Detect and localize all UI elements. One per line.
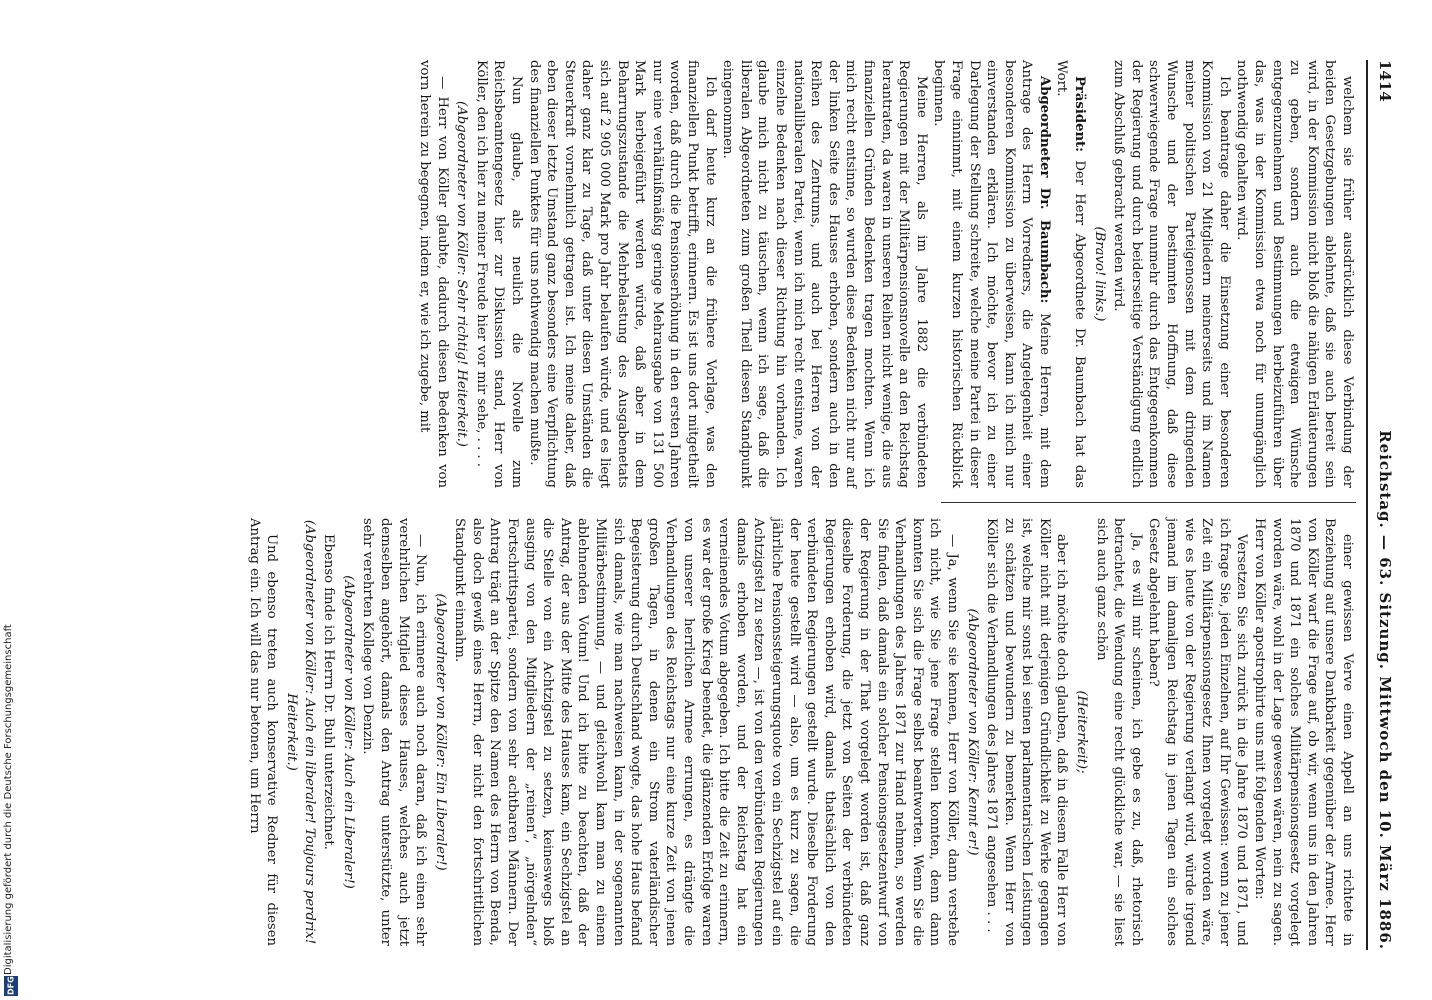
speaker-name: Präsident:	[1072, 76, 1088, 153]
paragraph: Nun glaube, als neulich die Novelle zum Reichsbeamtengesetz hier zur Diskussion stand, Herr von Köller, den ich hier zu meiner Freude hier vor mir sehe, . . . .	[473, 60, 525, 488]
digitization-sidebar	[3, 0, 19, 1000]
page-header	[1366, 60, 1400, 950]
paragraph: — Nun, ich erinnere auch noch daran, daß ich einen sehr verehrlichen Mitglied dieses Hauses, welches auch jetzt demselben angehört, damals den Antrag unterstützte, unter sehr verehrten Kollege von Denzin.	[360, 518, 429, 946]
paragraph: Ich beantrage daher die Einsetzung einer besonderen Kommission von 21 Mitgliedern meinerseits und im Namen meiner politischen Parteigenossen mit dem dringenden Wunsche und der bestimmten Hoffnung, daß diese schwerwiegende Frage nunmehr durch das Entgegenkommen der Regierung und durch beiderseitige Verständigung endlich zum Abschluß gebracht werden wird.	[1111, 60, 1232, 488]
paragraph: Ich darf heute kurz an die frühere Vorlage, was den finanziellen Punkt betrifft, erinnern. Es ist uns dort mitgetheilt worden, daß durch die Pensionserhöhung in den ersten Jahren nur eine verhältnißmäßig geringe Mehrausgabe von 131 500 Mark herbeigeführt werden würde, daß aber in dem Beharrungszustande die Mehrbelastung des Ausgabenetats sich auf 2 905 000 Mark pro Jahr belaufen würde, und es liegt daher ganz klar zu Tage, daß unter diesen Umständen die Steuerkraft vornehmlich getragen ist. Ich meine daher, daß eben dieser letzte Umstand ganz besonders eine Verpflichtung des finanziellen Punktes für uns nothwendig machen mußte.	[526, 60, 718, 488]
paragraph: einer gewissen Verve einen Appell an uns richtete in Beziehung auf unsere Dankbarkeit gegenüber der Armee. Herr von Köller warf die Frage auf, ob wir, wenn uns in den Jahren 1870 und 1871 ein solches Militärpensionsgesetz vorgelegt worden wäre, wohl in der Lage gewesen wären, nein zu sagen. Herr von Köller apostrophirte uns mit folgenden Worten:	[1252, 518, 1355, 946]
paragraph: Meine Herren, als im Jahre 1882 die verbündeten Regierungen mit der Militärpensionsnovelle an den Reichstag herantraten, da waren in unseren Reihen nicht wenige, die aus finanziellen Gründen Bedenken tragen mochten. Wenn ich mich recht entsinne, so wurden diese Bedenken nicht nur auf der linken Seite des Hauses erhoben, sondern auch in den Reihen des Zentrums, und auch bei Herren von der nationalliberalen Partei, wenn ich mich recht entsinne, waren einzelne Bedenken nach dieser Richtung hin vorhanden. Ich glaube mich nicht zu täuschen, wenn ich sage, daß die liberalen Abgeordneten zum großen Theil diesen Standpunkt eingenommen.	[720, 60, 929, 488]
paragraph: Und ebenso treten auch konservative Redner für diesen Antrag ein. Ich will das nur betonen, um Herrn	[246, 518, 280, 946]
interjection: (Abgeordneter von Köller: Auch ein liberaler! Toujours perdrix! Heiterkeit.)	[283, 519, 317, 945]
paragraph: Ja, es will mir scheinen, ich gebe es zu, daß, rhetorisch betrachtet, die Wendung eine recht glückliche war, — sie liest sich auch ganz schön	[1093, 518, 1144, 946]
interjection: (Heiterkeit);	[1074, 690, 1090, 774]
right-column	[245, 518, 1356, 946]
running-title: Reichstag. — 63. Sitzung. Mittwoch den 10. März 1886.	[1376, 430, 1394, 950]
column-divider	[941, 502, 1356, 503]
page-number: 1414	[1376, 60, 1394, 102]
speaker-paragraph	[1053, 60, 1088, 488]
interjection: (Abgeordneter von Köller: Auch ein Liberaler!)	[340, 575, 356, 889]
digitization-note: Digitalisierung gefördert durch die Deutsche Forschungsgemeinschaft	[3, 624, 14, 975]
speech-text: Meine Herren, mit dem Antrage des Herrn Vorredners, die Angelegenheit einer besonderen Kommission zu überweisen, kann ich mich nur einverstanden erklären. Ich möchte, bevor ich zu einer Darlegung der Stellung schreite, welche meine Partei in dieser Frage einnimmt, mit einem kurzen historischen Rückblick beginnen.	[931, 60, 1052, 488]
speaker-name: Abgeordneter Dr. Baumbach:	[1036, 76, 1052, 304]
speech-text: Der Herr Abgeordnete Dr. Baumbach hat das Wort.	[1054, 60, 1088, 488]
rotated-page-content	[90, 60, 1400, 950]
interjection: (Bravo! links.)	[1091, 226, 1107, 322]
left-column	[416, 60, 1356, 488]
speaker-paragraph	[930, 60, 1053, 488]
paragraph: Versetzen Sie sich zurück in die Jahre 1870 und 1871, und ich frage Sie, jeden Einzelnen, auf Ihr Gewissen: wenn zu jener Zeit ein Militärpensionsgesetz Ihnen vorgelegt worden wäre, wie es heute von der Regierung verlangt wird, würde irgend jemand im damaligen Reichstag in jenen Tagen ein solches Gesetz abgelehnt haben?	[1146, 518, 1250, 946]
paragraph: — Ja, wenn Sie sie kennen, Herr von Köller, dann verstehe ich nicht, wie Sie jene Frage stellen konnten, denn dann konnten Sie sich die Frage selbst beantworten. Wenn Sie die Verhandlungen des Jahres 1871 zur Hand nehmen, so werden Sie finden, daß damals ein solcher Pensionsgesetzentwurf von der Regierung in der That vorgelegt worden ist, daß ganz dieselbe Forderung, die jetzt von Seiten der verbündeten Regierungen erhoben wird, damals thatsächlich von den verbündeten Regierungen gestellt wurde. Dieselbe Forderung der heute gestellt wird — also, um es kurz zu sagen, die jährliche Pensionssteigerungsquote von ein Sechzigstel auf ein Achtzigstel zu setzen —, ist von den verbündeten Regierungen damals erhoben worden, und der Reichstag hat ein verneinendes Votum abgegeben. Ich bitte die Zeit zu erinnern, es war der große Krieg beendet, die glänzenden Erfolge waren von unserer herrlichen Armee errungen, es drängte die Verhandlungen des Reichstags nur eine kurze Zeit von jenen großen Tagen, in denen ein Strom vaterländischer Begeisterung durch Deutschland wogte, das hohe Haus befand sich damals, wie man nachweisen kann, in der sogenannten Militärbestimmung, — und gleichwohl kam man zu einem ablehnenden Votum! Und ich bitte zu beachten, daß der Antrag, der aus der Mitte des Hauses kam, ein Sechzigstel an die Stelle von ein Achtzigstel zu setzen, keineswegs bloß ausging von den Mitgliedern der „reinen“, „nörgelnden“ Fortschrittspartei, sondern von sehr achtbaren Männern. Der Antrag trägt an der Spitze den Namen des Herrn von Benda, also doch gewiß eines Herrn, der nicht den fortschrittlichen Standpunkt einnahm.	[452, 518, 960, 946]
interjection: (Abgeordneter von Köller: Sehr richtig! Heiterkeit.)	[454, 101, 470, 447]
paragraph: aber ich möchte doch glauben, daß in diesem Falle Herr von Köller nicht mit derjenigen Gründlichkeit zu Werke gegangen ist, welche mir sonst bei seinen parlamentarischen Leistungen zu schätzen und bewundern zu bemerken. Wenn Herr von Köller sich die Verhandlungen des Jahres 1871 angesehen . . .	[984, 518, 1070, 946]
paragraph: Ebenso finde ich Herrn Dr. Buhl unterzeichnet.	[321, 534, 337, 850]
interjection: (Abgeordneter von Köller: Ein Liberaler!)	[432, 593, 448, 871]
interjection: (Abgeordneter von Köller: Kennt er!)	[964, 608, 980, 856]
paragraph: — Herr von Köller glaubte, dadurch diesen Bedenken von vorn herein zu begegnen, indem er, wie ich zugebe, mit	[417, 60, 450, 488]
paragraph: welchem sie früher ausdrücklich diese Verbindung der beiden Gesetzgebungen ablehnte, daß sie auch bereit sein wird, in der Kommission nicht bloß die nähigen Erläuterungen zu geben, sondern auch die etwaigen Wünsche entgegenzunehmen und Bestimmungen herbeizuführen über das, was in der Kommission etwa noch für unumgänglich nothwendig gehalten wird.	[1234, 60, 1355, 488]
dfg-logo: DFG	[4, 976, 18, 996]
